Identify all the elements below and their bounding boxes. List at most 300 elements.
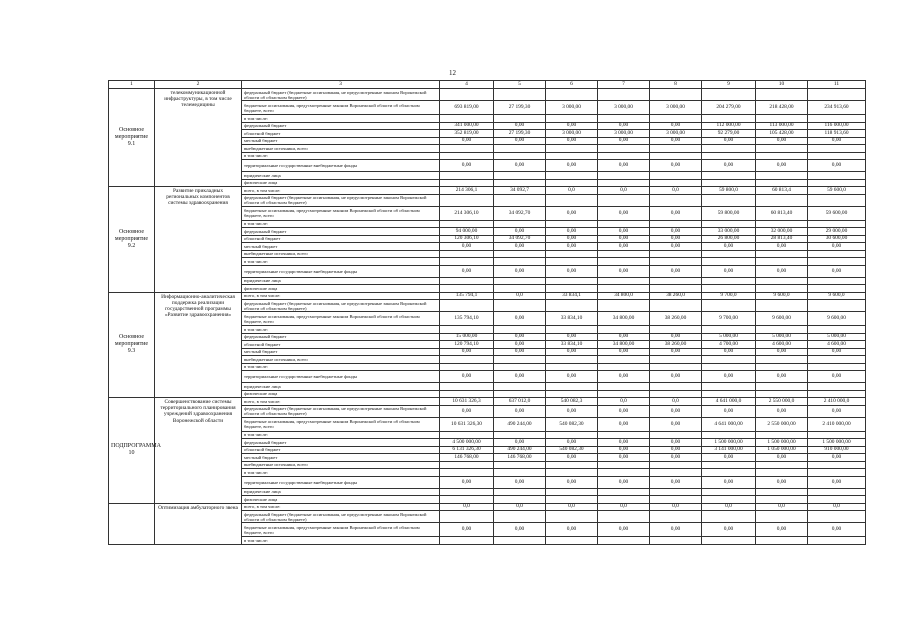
table-row	[109, 503, 866, 511]
value-cell: 0,00	[546, 228, 598, 236]
value-cell	[756, 383, 808, 391]
value-cell: 15 000,00	[440, 333, 494, 341]
funding-source: внебюджетные источники, всего	[242, 356, 440, 364]
value-cell	[440, 285, 494, 293]
value-cell: 0,00	[440, 476, 494, 488]
value-cell	[440, 172, 494, 180]
value-cell	[598, 390, 650, 398]
value-cell	[808, 511, 866, 523]
value-cell	[702, 179, 756, 187]
value-cell	[650, 431, 702, 439]
value-cell: 0,00	[546, 348, 598, 356]
value-cell	[440, 469, 494, 477]
value-cell: 0,00	[650, 348, 702, 356]
value-cell	[808, 496, 866, 504]
value-cell: 0,0	[650, 503, 702, 511]
value-cell: 5 000,00	[702, 333, 756, 341]
value-cell	[702, 488, 756, 496]
value-cell	[650, 220, 702, 228]
funding-source: местный бюджет	[242, 243, 440, 251]
measure-code: ПОДПРОГРАММА 10	[109, 398, 155, 504]
value-cell: 910 000,00	[808, 446, 866, 454]
value-cell	[494, 383, 546, 391]
value-cell: 0,00	[494, 439, 546, 447]
funding-source: в том числе:	[242, 469, 440, 477]
funding-source: местный бюджет	[242, 348, 440, 356]
value-cell: 0,00	[494, 137, 546, 145]
table-row	[109, 292, 866, 300]
value-cell: 5 000,00	[808, 333, 866, 341]
value-cell	[702, 537, 756, 545]
value-cell: 0,00	[598, 137, 650, 145]
value-cell	[440, 461, 494, 469]
value-cell: 0,0	[756, 503, 808, 511]
funding-source: всего, в том числе:	[242, 292, 440, 300]
value-cell	[546, 285, 598, 293]
funding-source: в том числе:	[242, 431, 440, 439]
value-cell: 0,00	[650, 446, 702, 454]
column-header-8: 8	[650, 81, 702, 89]
value-cell	[598, 258, 650, 266]
value-cell	[494, 496, 546, 504]
value-cell: 0,00	[546, 333, 598, 341]
value-cell	[494, 363, 546, 371]
value-cell: 27 199,30	[494, 130, 546, 138]
funding-source: всего, в том числе:	[242, 398, 440, 406]
value-cell	[756, 258, 808, 266]
value-cell	[598, 431, 650, 439]
value-cell: 540 082,3	[546, 398, 598, 406]
value-cell: 0,0	[494, 292, 546, 300]
value-cell: 34 092,70	[494, 235, 546, 243]
value-cell: 0,00	[808, 160, 866, 172]
value-cell: 113 000,00	[756, 122, 808, 130]
value-cell: 32 000,00	[756, 228, 808, 236]
page-number: 12	[449, 69, 456, 77]
value-cell	[440, 179, 494, 187]
value-cell	[808, 390, 866, 398]
value-cell: 105 428,00	[756, 130, 808, 138]
value-cell: 0,00	[546, 235, 598, 243]
measure-name: телекоммуникационной инфраструктуры, в том числе телемедицины	[155, 89, 242, 187]
value-cell: 637 012,0	[494, 398, 546, 406]
measure-code	[109, 503, 155, 544]
value-cell: 540 082,30	[546, 446, 598, 454]
value-cell: 9 700,0	[702, 292, 756, 300]
value-cell: 214 306,1	[440, 187, 494, 195]
value-cell: 0,00	[598, 122, 650, 130]
value-cell: 59 600,0	[808, 187, 866, 195]
value-cell	[702, 390, 756, 398]
funding-source: бюджетные ассигнования, предусмотренные законом Воронежской области об областном бюджете, всего	[242, 101, 440, 115]
value-cell	[650, 390, 702, 398]
value-cell	[440, 152, 494, 160]
value-cell	[546, 258, 598, 266]
value-cell	[440, 145, 494, 153]
value-cell	[546, 89, 598, 101]
value-cell	[808, 488, 866, 496]
funding-source: федеральный бюджет	[242, 439, 440, 447]
funding-source: территориальные государственные внебюджетные фонды	[242, 265, 440, 277]
value-cell	[494, 115, 546, 123]
value-cell	[546, 300, 598, 312]
value-cell: 0,00	[546, 439, 598, 447]
value-cell: 0,00	[546, 206, 598, 220]
value-cell: 33 834,1	[546, 292, 598, 300]
value-cell	[650, 152, 702, 160]
value-cell	[494, 461, 546, 469]
value-cell	[494, 285, 546, 293]
value-cell: 0,00	[440, 137, 494, 145]
value-cell	[756, 89, 808, 101]
value-cell: 120 794,10	[440, 341, 494, 349]
value-cell	[808, 356, 866, 364]
value-cell	[598, 363, 650, 371]
value-cell: 59 600,00	[808, 206, 866, 220]
value-cell: 60 813,4	[756, 187, 808, 195]
value-cell: 0,00	[440, 265, 494, 277]
value-cell	[650, 488, 702, 496]
measure-name: Информационно-аналитическая поддержка реализации государственной программы «Развитие здравоохранения»	[155, 292, 242, 398]
funding-source: областной бюджет	[242, 446, 440, 454]
funding-source: юридические лица	[242, 488, 440, 496]
value-cell	[756, 469, 808, 477]
funding-source: физические лица	[242, 496, 440, 504]
value-cell: 2 550 000,0	[756, 398, 808, 406]
value-cell	[808, 431, 866, 439]
value-cell	[598, 89, 650, 101]
value-cell	[440, 383, 494, 391]
value-cell	[494, 488, 546, 496]
value-cell: 0,0	[546, 503, 598, 511]
value-cell: 3 000,00	[546, 101, 598, 115]
value-cell: 0,00	[702, 405, 756, 417]
value-cell	[702, 356, 756, 364]
value-cell	[440, 511, 494, 523]
value-cell: 0,00	[756, 265, 808, 277]
value-cell	[756, 461, 808, 469]
value-cell	[650, 511, 702, 523]
value-cell: 0,00	[598, 333, 650, 341]
funding-source: юридические лица	[242, 172, 440, 180]
value-cell	[440, 431, 494, 439]
column-header-2: 2	[155, 81, 242, 89]
funding-source: в том числе:	[242, 152, 440, 160]
value-cell: 0,00	[494, 523, 546, 537]
value-cell: 92 279,00	[702, 130, 756, 138]
value-cell: 0,00	[808, 454, 866, 462]
value-cell: 38 260,0	[650, 292, 702, 300]
value-cell	[702, 172, 756, 180]
value-cell	[598, 488, 650, 496]
value-cell	[598, 220, 650, 228]
value-cell: 0,00	[702, 371, 756, 383]
funding-source: областной бюджет	[242, 235, 440, 243]
value-cell: 135 794,1	[440, 292, 494, 300]
value-cell: 4 600,00	[756, 341, 808, 349]
value-cell: 0,00	[546, 243, 598, 251]
funding-source: юридические лица	[242, 277, 440, 285]
value-cell: 0,00	[808, 523, 866, 537]
value-cell	[440, 258, 494, 266]
value-cell	[598, 115, 650, 123]
value-cell	[702, 469, 756, 477]
measure-name: Оптимизация амбулаторного звена	[155, 503, 242, 544]
value-cell	[440, 115, 494, 123]
measure-name: Развитие прикладных региональных компонентов системы здравоохранения	[155, 187, 242, 293]
value-cell: 0,00	[650, 206, 702, 220]
value-cell: 6 131 326,30	[440, 446, 494, 454]
value-cell: 0,00	[546, 371, 598, 383]
value-cell	[440, 89, 494, 101]
value-cell	[756, 115, 808, 123]
value-cell: 0,00	[546, 523, 598, 537]
funding-source: бюджетные ассигнования, предусмотренные законом Воронежской области об областном бюджете, всего	[242, 523, 440, 537]
column-header-4: 4	[440, 81, 494, 89]
value-cell	[598, 152, 650, 160]
value-cell	[494, 250, 546, 258]
value-cell	[756, 194, 808, 206]
funding-source: физические лица	[242, 285, 440, 293]
funding-source: внебюджетные источники, всего	[242, 461, 440, 469]
value-cell	[808, 537, 866, 545]
value-cell	[702, 152, 756, 160]
value-cell: 693 819,00	[440, 101, 494, 115]
value-cell: 0,00	[546, 405, 598, 417]
value-cell: 0,00	[494, 160, 546, 172]
value-cell	[702, 194, 756, 206]
value-cell: 0,00	[702, 265, 756, 277]
value-cell	[650, 179, 702, 187]
value-cell	[756, 356, 808, 364]
value-cell	[702, 220, 756, 228]
value-cell: 9 600,0	[756, 292, 808, 300]
value-cell	[808, 258, 866, 266]
value-cell: 0,00	[546, 454, 598, 462]
value-cell	[650, 461, 702, 469]
value-cell: 3 141 000,00	[702, 446, 756, 454]
value-cell: 0,00	[702, 348, 756, 356]
value-cell: 0,00	[440, 348, 494, 356]
value-cell	[440, 496, 494, 504]
value-cell: 0,00	[808, 348, 866, 356]
value-cell: 204 279,00	[702, 101, 756, 115]
value-cell	[650, 115, 702, 123]
value-cell: 0,00	[598, 439, 650, 447]
value-cell: 0,00	[598, 228, 650, 236]
funding-source: в том числе:	[242, 220, 440, 228]
value-cell	[440, 300, 494, 312]
value-cell: 0,0	[546, 187, 598, 195]
value-cell: 0,00	[494, 122, 546, 130]
value-cell	[494, 469, 546, 477]
value-cell: 0,0	[650, 187, 702, 195]
value-cell	[808, 194, 866, 206]
value-cell: 0,00	[494, 312, 546, 326]
value-cell	[650, 194, 702, 206]
column-header-3: 3	[242, 81, 440, 89]
funding-source: в том числе:	[242, 258, 440, 266]
value-cell: 3 000,00	[650, 101, 702, 115]
value-cell: 38 260,00	[650, 341, 702, 349]
value-cell	[546, 326, 598, 334]
value-cell: 34 092,70	[494, 206, 546, 220]
value-cell: 0,00	[650, 243, 702, 251]
value-cell	[702, 511, 756, 523]
value-cell	[702, 326, 756, 334]
value-cell	[702, 461, 756, 469]
value-cell: 341 000,00	[440, 122, 494, 130]
funding-source: всего, в том числе:	[242, 503, 440, 511]
value-cell: 2 410 000,00	[808, 417, 866, 431]
value-cell	[598, 172, 650, 180]
funding-source: федеральный бюджет	[242, 333, 440, 341]
value-cell	[808, 179, 866, 187]
value-cell: 0,00	[756, 405, 808, 417]
value-cell: 490 244,00	[494, 417, 546, 431]
value-cell	[440, 488, 494, 496]
table-row	[109, 187, 866, 195]
value-cell: 4 600,00	[808, 341, 866, 349]
funding-source: в том числе:	[242, 363, 440, 371]
value-cell	[440, 326, 494, 334]
value-cell: 4 700,00	[702, 341, 756, 349]
value-cell	[598, 496, 650, 504]
value-cell: 0,00	[598, 243, 650, 251]
value-cell: 0,00	[756, 454, 808, 462]
value-cell: 4 500 000,00	[440, 439, 494, 447]
value-cell	[598, 511, 650, 523]
value-cell	[546, 194, 598, 206]
funding-source: федеральный бюджет (бюджетные ассигнования, не предусмотренные законом Воронежской области об областном бюджете)	[242, 300, 440, 312]
value-cell: 2 550 000,00	[756, 417, 808, 431]
value-cell: 59 800,0	[702, 187, 756, 195]
value-cell	[546, 172, 598, 180]
value-cell	[808, 277, 866, 285]
funding-source: внебюджетные источники, всего	[242, 145, 440, 153]
value-cell: 490 244,00	[494, 446, 546, 454]
value-cell	[702, 363, 756, 371]
value-cell: 0,00	[440, 160, 494, 172]
value-cell: 0,00	[598, 160, 650, 172]
value-cell: 0,0	[494, 503, 546, 511]
value-cell	[650, 363, 702, 371]
value-cell: 135 794,10	[440, 312, 494, 326]
value-cell	[702, 145, 756, 153]
value-cell	[808, 152, 866, 160]
value-cell	[598, 179, 650, 187]
value-cell	[598, 537, 650, 545]
funding-source: территориальные государственные внебюджетные фонды	[242, 160, 440, 172]
value-cell	[546, 469, 598, 477]
measure-code: Основное мероприятие 9.2	[109, 187, 155, 293]
value-cell: 0,00	[494, 405, 546, 417]
value-cell	[494, 300, 546, 312]
value-cell: 116 000,00	[808, 122, 866, 130]
value-cell: 3 000,00	[598, 101, 650, 115]
value-cell	[440, 363, 494, 371]
value-cell	[598, 285, 650, 293]
value-cell: 214 306,10	[440, 206, 494, 220]
value-cell: 0,00	[808, 265, 866, 277]
value-cell	[808, 172, 866, 180]
value-cell	[546, 390, 598, 398]
value-cell	[650, 258, 702, 266]
value-cell	[546, 537, 598, 545]
value-cell: 1 500 000,00	[808, 439, 866, 447]
value-cell	[756, 179, 808, 187]
value-cell	[494, 220, 546, 228]
value-cell	[598, 326, 650, 334]
value-cell	[756, 220, 808, 228]
funding-source: юридические лица	[242, 383, 440, 391]
funding-source: внебюджетные источники, всего	[242, 250, 440, 258]
value-cell	[702, 258, 756, 266]
value-cell: 3 000,00	[650, 130, 702, 138]
value-cell	[598, 383, 650, 391]
value-cell: 234 913,60	[808, 101, 866, 115]
funding-source: областной бюджет	[242, 130, 440, 138]
value-cell: 0,0	[598, 503, 650, 511]
value-cell: 5 000,00	[756, 333, 808, 341]
value-cell: 120 306,10	[440, 235, 494, 243]
value-cell	[546, 496, 598, 504]
value-cell: 60 813,40	[756, 206, 808, 220]
value-cell: 0,00	[494, 476, 546, 488]
value-cell: 0,00	[546, 476, 598, 488]
value-cell	[494, 277, 546, 285]
value-cell: 0,00	[808, 476, 866, 488]
value-cell	[808, 220, 866, 228]
value-cell: 0,00	[650, 122, 702, 130]
value-cell: 0,00	[650, 371, 702, 383]
table-body	[109, 81, 866, 545]
value-cell	[546, 383, 598, 391]
value-cell	[494, 537, 546, 545]
value-cell	[440, 277, 494, 285]
value-cell	[494, 194, 546, 206]
column-header-10: 10	[756, 81, 808, 89]
value-cell	[546, 511, 598, 523]
value-cell	[598, 250, 650, 258]
value-cell: 0,00	[808, 405, 866, 417]
value-cell	[650, 285, 702, 293]
value-cell	[546, 488, 598, 496]
measure-code: Основное мероприятие 9.1	[109, 89, 155, 187]
value-cell: 94 000,00	[440, 228, 494, 236]
funding-source: федеральный бюджет	[242, 228, 440, 236]
value-cell	[494, 152, 546, 160]
value-cell: 0,00	[808, 137, 866, 145]
funding-source: территориальные государственные внебюджетные фонды	[242, 476, 440, 488]
value-cell	[702, 383, 756, 391]
value-cell	[598, 277, 650, 285]
value-cell	[546, 431, 598, 439]
value-cell	[808, 363, 866, 371]
value-cell	[650, 172, 702, 180]
value-cell: 0,00	[598, 235, 650, 243]
value-cell: 0,00	[702, 523, 756, 537]
value-cell: 0,00	[702, 243, 756, 251]
value-cell	[756, 363, 808, 371]
value-cell: 0,00	[650, 405, 702, 417]
value-cell	[494, 179, 546, 187]
value-cell: 9 600,00	[808, 312, 866, 326]
value-cell	[702, 250, 756, 258]
value-cell	[598, 356, 650, 364]
value-cell	[494, 390, 546, 398]
table-row	[109, 398, 866, 406]
